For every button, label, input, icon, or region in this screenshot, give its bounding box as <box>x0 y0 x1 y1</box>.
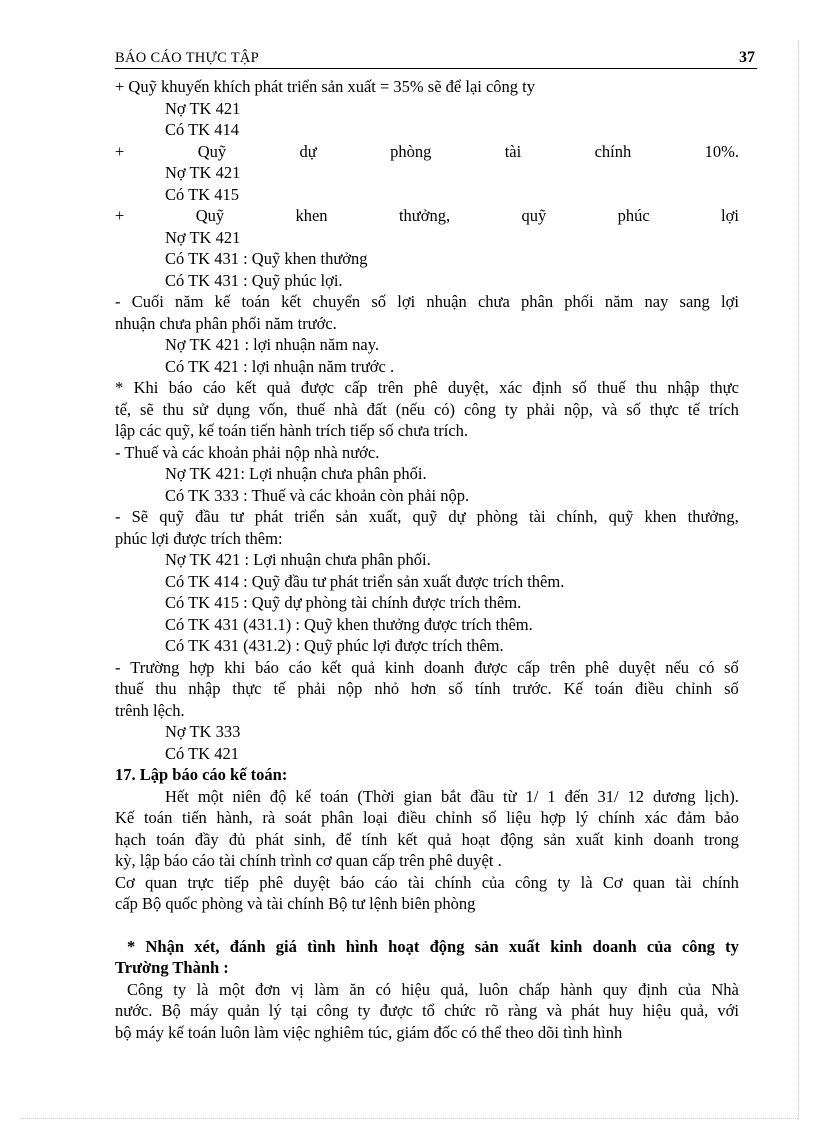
word: đủ <box>228 829 246 849</box>
text-line: Có TK 431 : Quỹ khen thưởng <box>165 249 368 268</box>
text-line: Có TK 415 <box>165 184 239 204</box>
word: hoạt <box>461 829 491 849</box>
text-line: Nợ TK 421 <box>165 163 241 182</box>
word: có) <box>433 399 456 419</box>
word: toán <box>320 786 349 806</box>
word: chính <box>434 872 472 892</box>
word: thưởng, <box>398 206 451 225</box>
word: nếu <box>665 657 690 677</box>
word: định <box>532 378 562 397</box>
word: trích <box>708 399 739 419</box>
word: toán <box>143 808 173 827</box>
text-line: Có TK 421 : lợi nhuận năm trước . <box>165 356 395 376</box>
word: công <box>515 872 548 892</box>
word: doanh <box>653 829 694 849</box>
text-line: cấp Bộ quốc phòng và tài chính Bộ tư lệnh biên phòng <box>115 894 476 913</box>
word: thu <box>155 679 177 698</box>
word: 1 <box>547 786 556 806</box>
word: phê <box>259 872 284 892</box>
text-line: Có TK 431 : Quỹ phúc lợi. <box>165 270 343 290</box>
page-border-right <box>798 40 799 1120</box>
word: Sẽ <box>131 507 149 526</box>
word: duyệt, <box>447 378 489 397</box>
word: tài <box>529 507 546 526</box>
word: kế <box>214 292 231 311</box>
word: phê <box>413 378 438 397</box>
word: khen <box>295 206 328 225</box>
word: số <box>481 808 497 827</box>
word: Công <box>127 979 163 999</box>
word: 12 <box>627 786 645 806</box>
word: quỹ <box>608 507 634 526</box>
word: quan <box>145 872 178 892</box>
word: phát <box>254 507 284 526</box>
word: phối <box>564 292 594 311</box>
word: toán <box>594 679 624 698</box>
word: một <box>197 786 224 806</box>
word: dương <box>653 786 696 806</box>
word: thuế <box>296 399 325 419</box>
word: hợp <box>189 657 215 677</box>
word: của <box>677 979 701 999</box>
word: động <box>500 829 534 849</box>
word: chức <box>444 1001 476 1020</box>
word: đến <box>564 786 589 806</box>
word: loại <box>362 808 388 827</box>
text-line <box>115 829 739 851</box>
word: hiệu <box>642 1001 672 1020</box>
word: tài <box>504 141 522 161</box>
word: toán <box>156 829 185 849</box>
word: sử <box>192 399 208 419</box>
word: Cơ <box>115 872 135 892</box>
word: dự <box>448 507 466 526</box>
page-border-bottom <box>20 1118 798 1119</box>
word: quỹ <box>159 507 184 526</box>
word: kinh <box>384 657 415 677</box>
word: 1/ <box>525 786 539 806</box>
text-line: phúc lợi được trích thêm: <box>115 528 283 548</box>
word: chính <box>594 141 632 161</box>
word: quỹ <box>521 206 547 225</box>
word: đầy <box>194 829 219 849</box>
word: được <box>300 378 335 397</box>
word: tại <box>290 1001 308 1020</box>
body-text <box>115 76 739 1043</box>
word: hiệu <box>401 979 430 999</box>
word: độ <box>269 786 287 806</box>
word: - <box>115 657 121 677</box>
word: nhỏ <box>374 679 400 698</box>
word: Kế <box>563 679 583 698</box>
word: hình <box>345 936 378 956</box>
word: nộp, <box>564 399 593 419</box>
text-line <box>115 1000 739 1022</box>
word: rõ <box>485 1001 499 1020</box>
word: báo <box>168 378 193 397</box>
word: - <box>115 507 121 526</box>
word: xuất, <box>368 507 402 526</box>
word: trước. <box>512 679 552 698</box>
text-line <box>115 678 739 700</box>
text-line: Nợ TK 421 <box>165 227 241 247</box>
word: dụng <box>216 399 250 419</box>
word: công <box>463 399 497 419</box>
word: lý <box>575 808 589 827</box>
text-line: Có TK 421 <box>165 743 239 763</box>
word: số <box>626 399 641 419</box>
word: tiếp <box>224 872 249 892</box>
word: khen <box>644 507 677 526</box>
word: trong <box>703 829 739 849</box>
word: phê <box>585 657 609 677</box>
word: sang <box>679 292 710 311</box>
text-line <box>115 291 739 313</box>
word: + <box>115 206 125 225</box>
word: là <box>580 872 593 892</box>
text-line <box>115 506 739 528</box>
text-line: Nợ TK 421: Lợi nhuận chưa phân phối. <box>165 464 427 483</box>
text-line <box>115 141 739 163</box>
word: hơn <box>411 679 437 698</box>
word: nhập <box>667 378 700 397</box>
word: triển <box>294 507 325 526</box>
text-line <box>115 399 739 421</box>
word: duyệt <box>293 872 331 892</box>
word: Kế <box>115 808 135 827</box>
word: và <box>601 399 618 419</box>
word: hợp <box>540 808 566 827</box>
page-header <box>115 48 757 69</box>
word: Bộ <box>161 1001 181 1020</box>
word: trên <box>377 378 404 397</box>
word: chính <box>702 872 739 892</box>
word: doanh <box>592 936 637 956</box>
word: là <box>196 979 209 999</box>
word: tính <box>361 829 388 849</box>
word: thực <box>649 399 679 419</box>
word: thu <box>635 378 657 397</box>
word: giá <box>275 936 297 956</box>
word: và <box>546 1001 563 1020</box>
word: xuất <box>508 936 540 956</box>
word: Khi <box>133 378 159 397</box>
word: khi <box>224 657 246 677</box>
word: chính, <box>556 507 598 526</box>
text-line <box>115 807 739 829</box>
word: đầu <box>195 507 219 526</box>
word: chính <box>598 808 635 827</box>
word: xuất <box>575 829 604 849</box>
word: công <box>316 1001 349 1020</box>
word: lợi <box>721 206 739 225</box>
word: quan <box>632 872 666 892</box>
word: của <box>481 872 505 892</box>
word: ty <box>357 1001 371 1020</box>
text-line: lập các quỹ, kế toán tiến hành trích tiếp số chưa trích. <box>115 421 469 440</box>
text-line: Có TK 415 : Quỹ dự phòng tài chính được trích thêm. <box>165 593 522 612</box>
word: có <box>375 979 392 999</box>
word: tế, <box>115 399 132 419</box>
word: động <box>429 936 465 956</box>
word: điều <box>397 808 426 827</box>
word: huy <box>608 1001 634 1020</box>
word: xét, <box>194 936 220 956</box>
word: niên <box>232 786 261 806</box>
text-line <box>115 872 739 894</box>
text-line: 17. Lập báo cáo kế toán: <box>115 765 288 784</box>
word: tư <box>230 507 244 526</box>
word: năm <box>175 292 204 311</box>
word: sẽ <box>139 399 154 419</box>
word: tính <box>474 679 501 698</box>
word: kết <box>321 657 342 677</box>
word: tài <box>407 872 425 892</box>
word: kết <box>397 829 418 849</box>
word: tài <box>675 872 692 892</box>
word: trực <box>187 872 214 892</box>
word: hoạt <box>388 936 420 956</box>
word: số <box>724 657 739 677</box>
word: bắt <box>440 786 462 806</box>
word: * <box>127 936 136 956</box>
word: ăn <box>349 979 365 999</box>
word: tổ <box>422 1001 435 1020</box>
text-line: Nợ TK 421 : lợi nhuận năm nay. <box>165 335 380 354</box>
word: quả <box>266 378 291 397</box>
text-line <box>115 205 739 227</box>
word: lợi <box>397 292 416 311</box>
word: kinh <box>614 829 644 849</box>
word: Cơ <box>602 872 623 892</box>
word: chấp <box>518 979 550 999</box>
word: trên <box>549 657 576 677</box>
word: tế <box>687 399 700 419</box>
word: 10%. <box>704 141 739 161</box>
text-line: Có TK 431 (431.1) : Quỹ khen thưởng được trích thêm. <box>165 614 533 634</box>
word: đơn <box>255 979 281 999</box>
word: đất <box>366 399 387 419</box>
word: cáo <box>288 657 312 677</box>
word: sinh, <box>294 829 326 849</box>
word: đánh <box>229 936 266 956</box>
text-line <box>115 786 739 808</box>
word: chưa <box>477 292 510 311</box>
word: báo <box>340 872 365 892</box>
word: phúc <box>617 206 650 225</box>
word: Cuối <box>131 292 164 311</box>
text-line: Có TK 333 : Thuế và các khoản còn phải nộp. <box>165 485 470 505</box>
word: Nhận <box>145 936 185 956</box>
text-line: Nợ TK 333 <box>165 722 241 741</box>
word: phát <box>571 1001 600 1020</box>
word: quả <box>427 829 452 849</box>
word: đầu <box>470 786 494 806</box>
word: doanh <box>423 657 465 677</box>
word: ty <box>504 399 518 419</box>
text-line: bộ máy kế toán luôn làm việc nghiêm túc, giám đốc có thể theo dõi tình hình <box>115 1022 623 1042</box>
word: bảo <box>715 808 739 827</box>
word: kết <box>281 292 302 311</box>
word: soát <box>284 808 312 827</box>
word: ràng <box>507 1001 538 1020</box>
word: có <box>698 657 715 677</box>
word: chỉnh <box>675 679 713 698</box>
word: + <box>115 141 125 161</box>
word: sản <box>543 829 566 849</box>
word: phải <box>526 399 556 419</box>
word: đảm <box>677 808 706 827</box>
word: làm <box>314 979 339 999</box>
word: Nhà <box>711 979 739 999</box>
word: thuế <box>597 378 626 397</box>
text-line: Trường Thành : <box>115 958 229 977</box>
word: vốn, <box>258 399 288 419</box>
text-line <box>115 377 739 399</box>
word: hành, <box>216 808 253 827</box>
word: chuyển <box>312 292 361 311</box>
word: máy <box>189 1001 219 1020</box>
word: quả, <box>440 979 469 999</box>
word: phải <box>297 679 326 698</box>
word: Quỹ <box>197 141 227 161</box>
word: xác <box>644 808 668 827</box>
text-line <box>115 657 739 679</box>
word: nộp <box>337 679 363 698</box>
word: hành <box>560 979 593 999</box>
word: năm <box>604 292 634 311</box>
word: cấp <box>517 657 540 677</box>
text-line: trênh lệch. <box>115 700 185 720</box>
word: kinh <box>550 936 583 956</box>
word: (Thời <box>357 786 395 806</box>
word: nhập <box>188 679 221 698</box>
word: với <box>717 1001 739 1020</box>
text-line: Có TK 431 (431.2) : Quỹ phúc lợi được trích thêm. <box>165 636 504 655</box>
word: cáo <box>374 872 398 892</box>
word: quản <box>227 1001 260 1020</box>
word: rà <box>262 808 276 827</box>
word: (nếu <box>395 399 426 419</box>
word: lợi <box>721 292 739 311</box>
word: ty <box>173 979 187 999</box>
word: báo <box>255 657 279 677</box>
word: thu <box>162 399 184 419</box>
word: dự <box>299 141 317 161</box>
word: thực <box>232 679 262 698</box>
word: xác <box>499 378 523 397</box>
word: nhuận <box>426 292 467 311</box>
word: sản <box>474 936 499 956</box>
text-line <box>115 936 739 958</box>
word: một <box>218 979 245 999</box>
word: Quỹ <box>195 206 225 225</box>
word: điều <box>635 679 664 698</box>
text-line: - Thuế và các khoản phải nộp nhà nước. <box>115 442 380 462</box>
word: Hết <box>165 786 189 806</box>
word: phân <box>521 292 554 311</box>
word: phân <box>321 808 354 827</box>
word: quy <box>602 979 628 999</box>
text-line: Nợ TK 421 : Lợi nhuận chưa phân phối. <box>165 550 431 569</box>
word: được <box>379 1001 413 1020</box>
word: cáo <box>202 378 226 397</box>
word: được <box>474 657 508 677</box>
word: công <box>681 936 715 956</box>
word: số <box>371 292 387 311</box>
word: từ <box>502 786 517 806</box>
word: định <box>638 979 668 999</box>
text-line: + Quỹ khuyến khích phát triển sản xuất = 35% sẽ để lại công ty <box>115 77 536 96</box>
word: cấp <box>344 378 368 397</box>
header-title: BÁO CÁO THỰC TẬP <box>115 50 260 66</box>
word: thực <box>709 378 739 397</box>
word: phòng <box>390 141 432 161</box>
word: nay <box>644 292 669 311</box>
word: toán <box>241 292 270 311</box>
word: quỹ <box>412 507 438 526</box>
word: tiến <box>182 808 207 827</box>
word: duyệt <box>618 657 656 677</box>
word: của <box>646 936 672 956</box>
word: quả <box>351 657 376 677</box>
word: phòng <box>476 507 518 526</box>
word: gian <box>403 786 432 806</box>
text-line: nhuận chưa phân phối năm trước. <box>115 313 337 333</box>
word: * <box>115 378 124 397</box>
text-line: Nợ TK 421 <box>165 98 241 118</box>
text-line: Có TK 414 <box>165 120 239 139</box>
word: chỉnh <box>435 808 473 827</box>
word: tình <box>307 936 336 956</box>
word: 31/ <box>597 786 619 806</box>
word: hạch <box>115 829 147 849</box>
word: sản <box>335 507 358 526</box>
word: luôn <box>478 979 509 999</box>
word: thuế <box>115 679 144 698</box>
text-line: Có TK 414 : Quỹ đầu tư phát triển sản xuất được trích thêm. <box>165 571 565 591</box>
word: vị <box>290 979 304 999</box>
word: kết <box>236 378 257 397</box>
word: lịch). <box>704 786 739 806</box>
word: nước. <box>115 1001 153 1020</box>
text-line: kỳ, lập báo cáo tài chính trình cơ quan cấp trên phê duyệt . <box>115 851 502 870</box>
word: thưởng, <box>687 507 739 526</box>
word: liệu <box>506 808 531 827</box>
word: kế <box>295 786 311 806</box>
word: quả, <box>680 1001 709 1020</box>
word: tế <box>273 679 286 698</box>
word: - <box>115 292 121 311</box>
blank-line <box>115 915 739 936</box>
word: số <box>572 378 587 397</box>
page-number: 37 <box>739 49 755 66</box>
word: phát <box>255 829 284 849</box>
text-line <box>115 979 739 1001</box>
word: ty <box>557 872 571 892</box>
word: số <box>448 679 463 698</box>
word: số <box>724 679 739 698</box>
word: Trường <box>130 657 180 677</box>
word: để <box>335 829 352 849</box>
word: nhà <box>333 399 358 419</box>
word: lý <box>268 1001 282 1020</box>
word: ty <box>725 936 739 956</box>
